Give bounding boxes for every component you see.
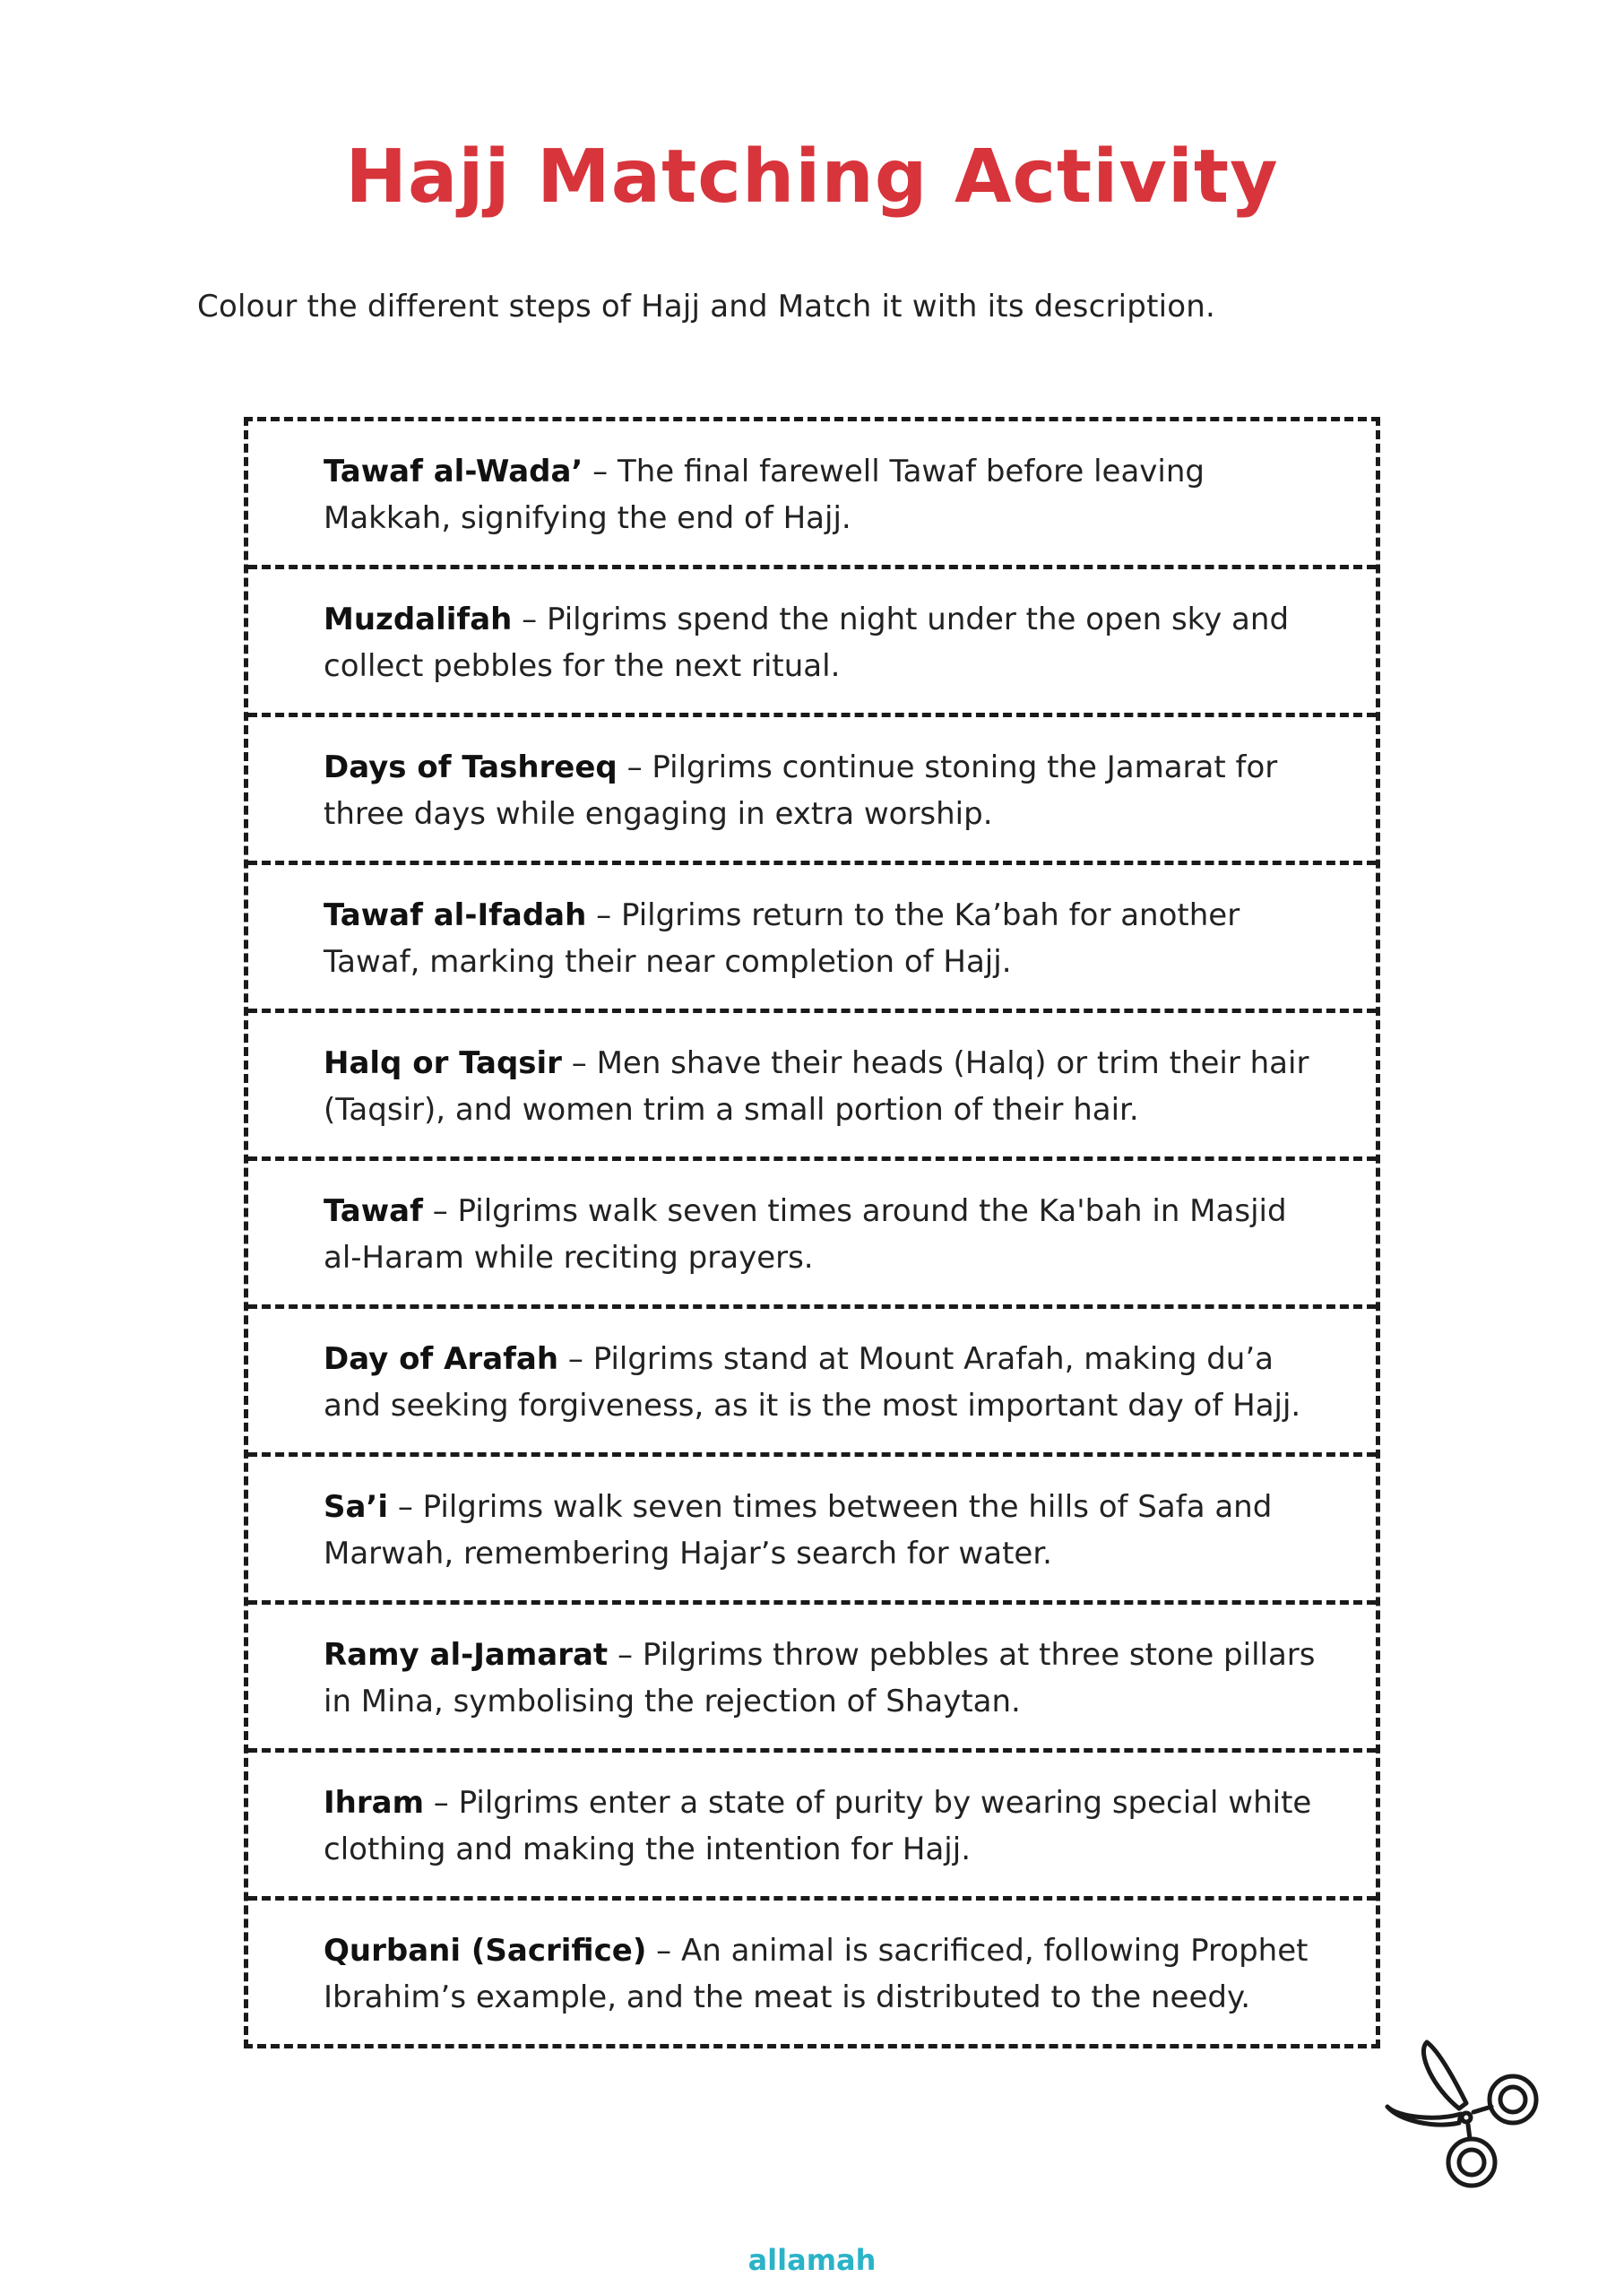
strip-description: – Pilgrims return to the Ka’bah for another Tawaf, marking their near completion of Hajj. <box>324 897 1240 980</box>
strip-term: Halq or Taqsir <box>324 1045 562 1081</box>
strip-tawaf[interactable] <box>248 1161 1376 1309</box>
strip-tawaf-al-ifadah[interactable] <box>248 865 1376 1013</box>
strip-days-of-tashreeq[interactable] <box>248 717 1376 865</box>
strip-sai[interactable] <box>248 1457 1376 1605</box>
strip-term: Tawaf <box>324 1193 423 1229</box>
strip-ihram[interactable] <box>248 1753 1376 1901</box>
scissors-icon <box>1380 2035 1559 2196</box>
strip-description: – Pilgrims spend the night under the open sky and collect pebbles for the next ritual. <box>324 602 1290 684</box>
instruction-text: Colour the different steps of Hajj and Match it with its description. <box>197 289 1215 325</box>
strip-muzdalifah[interactable] <box>248 569 1376 717</box>
strip-description: – Men shave their heads (Halq) or trim their hair (Taqsir), and women trim a small portion of their hair. <box>324 1045 1309 1128</box>
cut-out-strips <box>244 417 1380 2048</box>
strip-term: Days of Tashreeq <box>324 749 618 785</box>
strip-tawaf-al-wada[interactable] <box>248 421 1376 569</box>
strip-day-of-arafah[interactable] <box>248 1309 1376 1457</box>
strip-halq-or-taqsir[interactable] <box>248 1013 1376 1161</box>
strip-term: Muzdalifah <box>324 602 513 637</box>
strip-qurbani[interactable] <box>248 1901 1376 2048</box>
strip-term: Ihram <box>324 1785 424 1821</box>
strip-description: – The final farewell Tawaf before leaving Makkah, signifying the end of Hajj. <box>324 454 1205 536</box>
page-title: Hajj Matching Activity <box>345 134 1279 220</box>
strip-term: Ramy al-Jamarat <box>324 1637 609 1673</box>
strip-description: – An animal is sacrificed, following Prophet Ibrahim’s example, and the meat is distributed to the needy. <box>324 1933 1309 2015</box>
strip-term: Tawaf al-Ifadah <box>324 897 587 933</box>
strip-description: – Pilgrims walk seven times between the hills of Safa and Marwah, remembering Hajar’s search for water. <box>324 1489 1273 1572</box>
strip-description: – Pilgrims enter a state of purity by wearing special white clothing and making the intention for Hajj. <box>324 1785 1312 1867</box>
strip-description: – Pilgrims throw pebbles at three stone pillars in Mina, symbolising the rejection of Shaytan. <box>324 1637 1316 1719</box>
strip-term: Qurbani (Sacrifice) <box>324 1933 647 1969</box>
strip-description: – Pilgrims stand at Mount Arafah, making du’a and seeking forgiveness, as it is the most important day of Hajj. <box>324 1341 1301 1424</box>
strip-description: – Pilgrims continue stoning the Jamarat for three days while engaging in extra worship. <box>324 749 1278 832</box>
strip-term: Sa’i <box>324 1489 389 1525</box>
strip-description: – Pilgrims walk seven times around the Ka'bah in Masjid al-Haram while reciting prayers. <box>324 1193 1287 1276</box>
strip-ramy-al-jamarat[interactable] <box>248 1605 1376 1753</box>
strip-term: Day of Arafah <box>324 1341 559 1377</box>
strip-term: Tawaf al-Wada’ <box>324 454 583 489</box>
brand-logo: allamah <box>747 2243 877 2277</box>
